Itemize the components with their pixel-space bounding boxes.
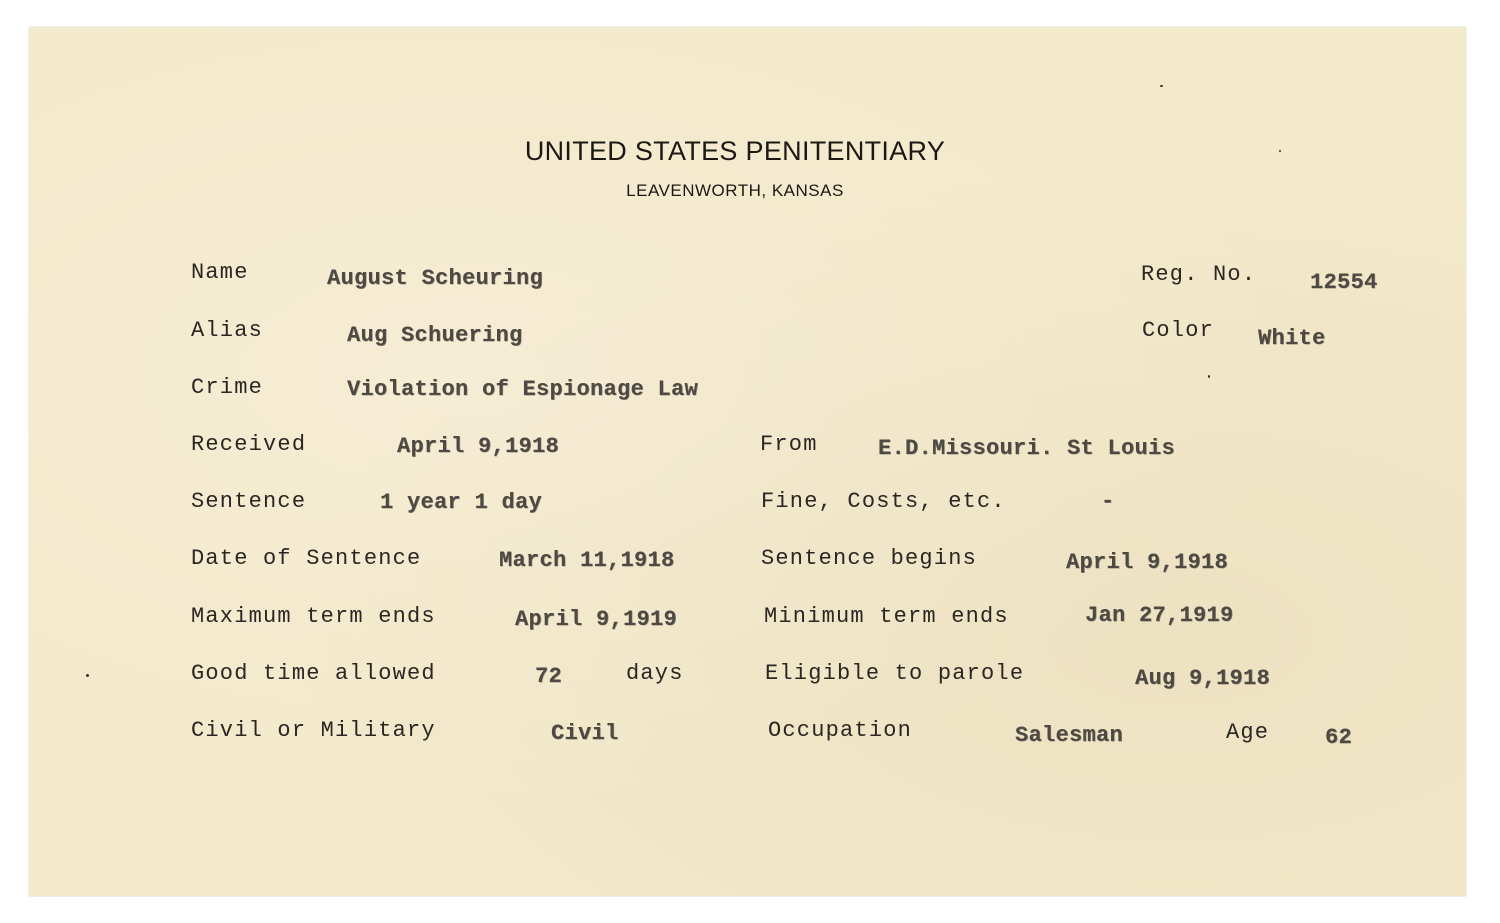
age-value: 62: [1325, 725, 1353, 750]
reg-no-value: 12554: [1310, 270, 1378, 295]
civil-military-label: Civil or Military: [191, 718, 436, 743]
occupation-value: Salesman: [1015, 723, 1124, 748]
color-value: White: [1258, 326, 1326, 351]
paper-speck: [1279, 150, 1281, 152]
name-value: August Scheuring: [327, 266, 544, 291]
eligible-parole-value: Aug 9,1918: [1135, 666, 1271, 691]
fine-costs-value: -: [1101, 489, 1115, 514]
maximum-term-value: April 9,1919: [515, 607, 678, 632]
institution-title: UNITED STATES PENITENTIARY: [524, 136, 946, 166]
age-label: Age: [1226, 720, 1270, 745]
received-label: Received: [191, 432, 307, 457]
sentence-value: 1 year 1 day: [380, 490, 543, 515]
alias-value: Aug Schuering: [347, 323, 523, 348]
from-label: From: [760, 432, 818, 457]
maximum-term-label: Maximum term ends: [191, 604, 436, 629]
date-of-sentence-value: March 11,1918: [499, 548, 675, 573]
sentence-label: Sentence: [191, 489, 307, 514]
crime-value: Violation of Espionage Law: [347, 377, 699, 402]
reg-no-label: Reg. No.: [1141, 262, 1257, 287]
date-of-sentence-label: Date of Sentence: [191, 546, 422, 571]
paper-speck: [1160, 85, 1163, 87]
occupation-label: Occupation: [768, 718, 913, 743]
minimum-term-label: Minimum term ends: [764, 604, 1009, 629]
sentence-begins-value: April 9,1918: [1066, 550, 1229, 575]
civil-military-value: Civil: [551, 721, 619, 746]
eligible-parole-label: Eligible to parole: [765, 661, 1025, 686]
color-label: Color: [1142, 318, 1215, 343]
sentence-begins-label: Sentence begins: [761, 546, 978, 571]
crime-label: Crime: [191, 375, 264, 400]
name-label: Name: [191, 260, 249, 285]
institution-location: LEAVENWORTH, KANSAS: [626, 181, 844, 200]
paper-speck: [1208, 375, 1210, 378]
good-time-label: Good time allowed: [191, 661, 436, 686]
good-time-value: 72: [535, 664, 563, 689]
minimum-term-value: Jan 27,1919: [1085, 603, 1234, 628]
fine-costs-label: Fine, Costs, etc.: [761, 489, 1006, 514]
alias-label: Alias: [191, 318, 264, 343]
received-value: April 9,1918: [397, 434, 560, 459]
from-value: E.D.Missouri. St Louis: [878, 436, 1176, 461]
paper-speck: [86, 674, 89, 677]
days-label: days: [626, 661, 684, 686]
